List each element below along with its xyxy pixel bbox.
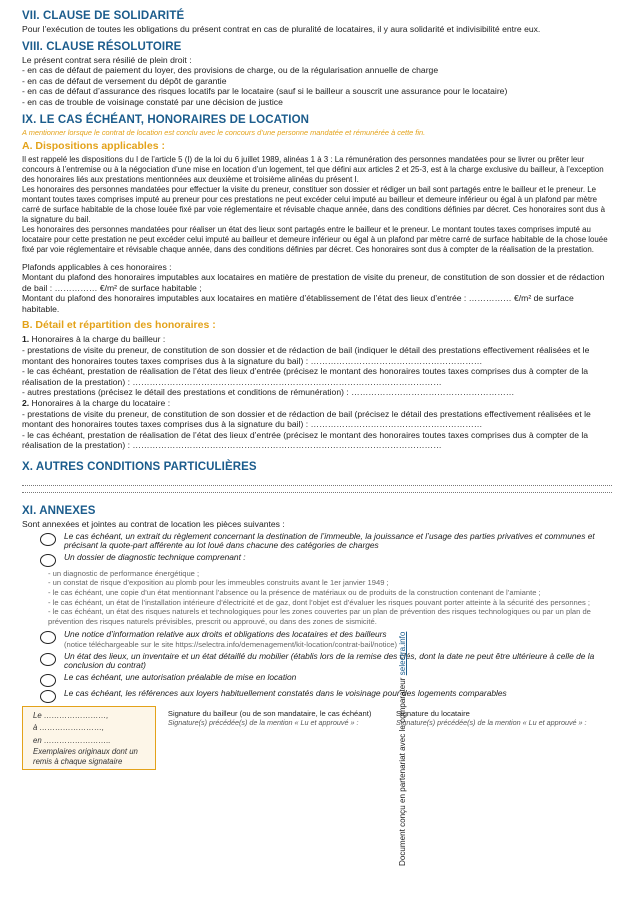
partner-credit-text: Document conçu en partenariat avec le comparateur [397, 675, 407, 866]
diagnostic-line: - le cas échéant, une copie d’un état mentionnant l’absence ou la présence de matériaux ou de produits de la construction contenant de l’amiante ; [48, 587, 541, 597]
diagnostic-line: - un constat de risque d’exposition au plomb pour les immeubles construits avant le 1er janvier 1949 ; [48, 578, 389, 588]
section-8-lines [22, 55, 612, 108]
landlord-signature-title: Signature du bailleur (ou de son mandataire, le cas échéant) [167, 708, 372, 718]
annex-label: Le cas échéant, un extrait du règlement concernant la destination de l’immeuble, la jouissance et l’usage des parties privatives et communes et précisant la quote-part afférente au lot loué dans chacune des catégories de charges [64, 530, 595, 551]
signature-area [22, 706, 612, 771]
text-line: - en cas de défaut de versement du dépôt de garantie [22, 75, 227, 86]
text-line: - en cas de trouble de voisinage constaté par une décision de justice [22, 96, 283, 107]
section-9a-paragraph: Il est rappelé les dispositions du I de l’article 5 (I) de la loi du 6 juillet 1989, alinéas 1 à 3 : La rémunération des personnes mandatées pour se livrer ou prêter leur concours à l’entremise ou à la négociation d’une mise en location d’un logement, tel que défini aux articles 2 et 25-3, est à la charge exclusive du bailleur, à l’exception des honoraires liés aux prestations mentionnées aux deuxième et troisième alinéas du présent I. Les honoraires des personnes mandatées pour effectuer la visite du preneur, constituer son dossier et rédiger un bail sont partagés entre le bailleur et le preneur. Le montant toutes taxes comprises imputé au preneur pour ces prestations ne peut excéder celui imputé au bailleur et demeure inférieur ou égal à un plafond par mètre carré de surface habitable de la chose louée fixé par voie réglementaire et révisable chaque année, dans des conditions définies par décret. Ces honoraires sont dus à la signature du bail. Les honoraires des personnes mandatées pour réaliser un état des lieux sont partagés entre le bailleur et le preneur. Le montant toutes taxes comprises imputé au locataire pour cette prestation ne peut excéder celui imputé au bailleur et demeure inférieur ou égal à un plafond par mètre carré de surface habitable de la chose louée fixé par voie réglementaire et révisable chaque année, dans des conditions définies par décret. Ces honoraires sont dus à compter de la réalisation de la prestation. [22, 154, 608, 255]
annex-checkbox[interactable] [40, 554, 56, 567]
text-line: Le présent contrat sera résilié de plein droit : [22, 54, 192, 65]
b1-line: - le cas échéant, prestation de réalisation de l’état des lieux d’entrée (précisez le montant des honoraires toutes taxes comprises dus à compter de la réalisation de la prestation) : ……………………………………………………………………………………………… [22, 366, 589, 387]
b1-label: Honoraires à la charge du bailleur : [29, 334, 166, 345]
b1-line: - prestations de visite du preneur, de constitution de son dossier et de rédaction de bail (indiquer le détail des prestations effectivement réalisées et le montant des honoraires toutes taxes comprises dus à la signature du bail) : …………………………………………………… [22, 345, 590, 366]
dotted-line [22, 492, 612, 493]
partner-link[interactable]: selectra.info [397, 631, 407, 676]
text-line: - en cas de défaut de paiement du loyer, des provisions de charge, ou de la régularisation annuelle de charge [22, 65, 439, 76]
b2-heading [22, 398, 612, 409]
place-field[interactable]: à ……………………, [33, 723, 105, 733]
annex-item [40, 630, 612, 649]
section-9-title: IX. LE CAS ÉCHÉANT, HONORAIRES DE LOCATION [22, 113, 310, 126]
annex-sub: (notice téléchargeable sur le site https://selectra.info/demenagement/kit-location/contrat-bail/notice) [64, 639, 398, 649]
section-7-text: Pour l’exécution de toutes les obligations du présent contrat en cas de pluralité de locataires, il y aura solidarité et indivisibilité entre eux. [22, 24, 541, 34]
dotted-line [22, 485, 612, 486]
diagnostic-line: - le cas échéant, un état de l’installation intérieure d’électricité et de gaz, dont l’objet est d’évaluer les risques pouvant porter atteinte à la sécurité des personnes ; [48, 597, 591, 607]
annex-label: Un dossier de diagnostic technique comprenant : [64, 551, 246, 562]
tenant-signature-title: Signature du locataire [395, 708, 470, 718]
annexes-intro: Sont annexées et jointes au contrat de location les pièces suivantes : [22, 519, 285, 529]
b2-line: - prestations de visite du preneur, de constitution de son dossier et de rédaction de bail (précisez le détail des prestations effectivement réalisées et le montant des honoraires toutes taxes comprises dus à la signature du bail) : …………………………………………………… [22, 408, 591, 430]
b2-label: Honoraires à la charge du locataire : [29, 398, 171, 409]
annex-checkbox[interactable] [40, 690, 56, 703]
section-9a-title: A. Dispositions applicables : [22, 139, 165, 152]
tenant-signature-mention: Signature(s) précédée(s) de la mention « Lu et approuvé » : [395, 718, 587, 728]
tenant-signature[interactable] [384, 706, 612, 771]
section-8-title: VIII. CLAUSE RÉSOLUTOIRE [22, 40, 182, 53]
annex-item [40, 652, 612, 671]
annex-item [40, 689, 612, 703]
annex-checkbox[interactable] [40, 533, 56, 546]
landlord-signature[interactable] [156, 706, 384, 771]
document-page [22, 10, 612, 770]
section-9-note: A mentionner lorsque le contrat de location est conclu avec le concours d’une personne mandatée et rémunérée à cette fin. [22, 127, 426, 137]
diagnostic-list [22, 569, 612, 627]
annex-checkbox[interactable] [40, 653, 56, 666]
plafonds-paragraph: Plafonds applicables à ces honoraires : Montant du plafond des honoraires imputables aux locataires en matière de prestation de visite du preneur, de constitution de son dossier et de rédaction de bail : …………… €/m² de surface habitable ; Montant du plafond des honoraires imputables aux locataires en matière d’établissement de l’état des lieux d’entrée : …………… €/m² de surface habitable. [22, 261, 605, 314]
annex-label: Le cas échéant, une autorisation préalable de mise en location [64, 671, 297, 682]
b1-heading [22, 334, 612, 345]
section-10-title: X. AUTRES CONDITIONS PARTICULIÈRES [22, 461, 257, 473]
annex-checkbox[interactable] [40, 631, 56, 644]
annex-item [40, 532, 612, 551]
place-date-box [22, 706, 156, 771]
landlord-signature-mention: Signature(s) précédée(s) de la mention « Lu et approuvé » : [167, 718, 359, 728]
section-11-title: XI. ANNEXES [22, 505, 96, 517]
annex-label: Le cas échéant, les références aux loyers habituellement constatés dans le voisinage pour des logements comparables [64, 687, 507, 698]
annex-label: Un état des lieux, un inventaire et un état détaillé du mobilier (établis lors de la remise des clés, dont la date ne peut être ultérieure à celle de la conclusion du contrat) [64, 650, 595, 671]
date-field[interactable]: Le ……………………, [33, 710, 109, 720]
annex-label: Une notice d’information relative aux droits et obligations des locataires et des bailleurs [64, 629, 387, 640]
b1-line: - autres prestations (précisez le détail des prestations et conditions de rémunération) : ………………………………………………… [22, 387, 515, 398]
copies-note: Exemplaires originaux dont un remis à chaque signataire [33, 747, 138, 766]
b1-number: 1. [22, 334, 30, 345]
diagnostic-line: - le cas échéant, un état des risques naturels et technologiques pour les zones couvertes par un plan de prévention des risques technologiques ou par un plan de prévention des risques naturels prévisibles, prescrit ou approuvé, ou dans des zones de sismicité. [48, 607, 591, 626]
copies-field[interactable]: en …………………….. [33, 735, 111, 745]
annex-checkbox[interactable] [40, 674, 56, 687]
section-7-title: VII. CLAUSE DE SOLIDARITÉ [22, 10, 185, 22]
b2-line: - le cas échéant, prestation de réalisation de l’état des lieux d’entrée (précisez le montant des honoraires toutes taxes comprises dus à compter de la réalisation de la prestation) : ……………………………………………………………………………………………… [22, 429, 589, 451]
text-line: - en cas de défaut d’assurance des risques locatifs par le locataire (sauf si le bailleur a souscrit une assurance pour le locataire) [22, 86, 508, 97]
diagnostic-line: - un diagnostic de performance énergétique ; [48, 568, 200, 578]
partner-credit [398, 632, 407, 866]
annex-item [40, 673, 612, 687]
section-9b-title: B. Détail et répartition des honoraires : [22, 319, 216, 332]
annex-text [64, 630, 397, 649]
b2-number: 2. [22, 398, 30, 409]
annex-item [40, 553, 612, 567]
